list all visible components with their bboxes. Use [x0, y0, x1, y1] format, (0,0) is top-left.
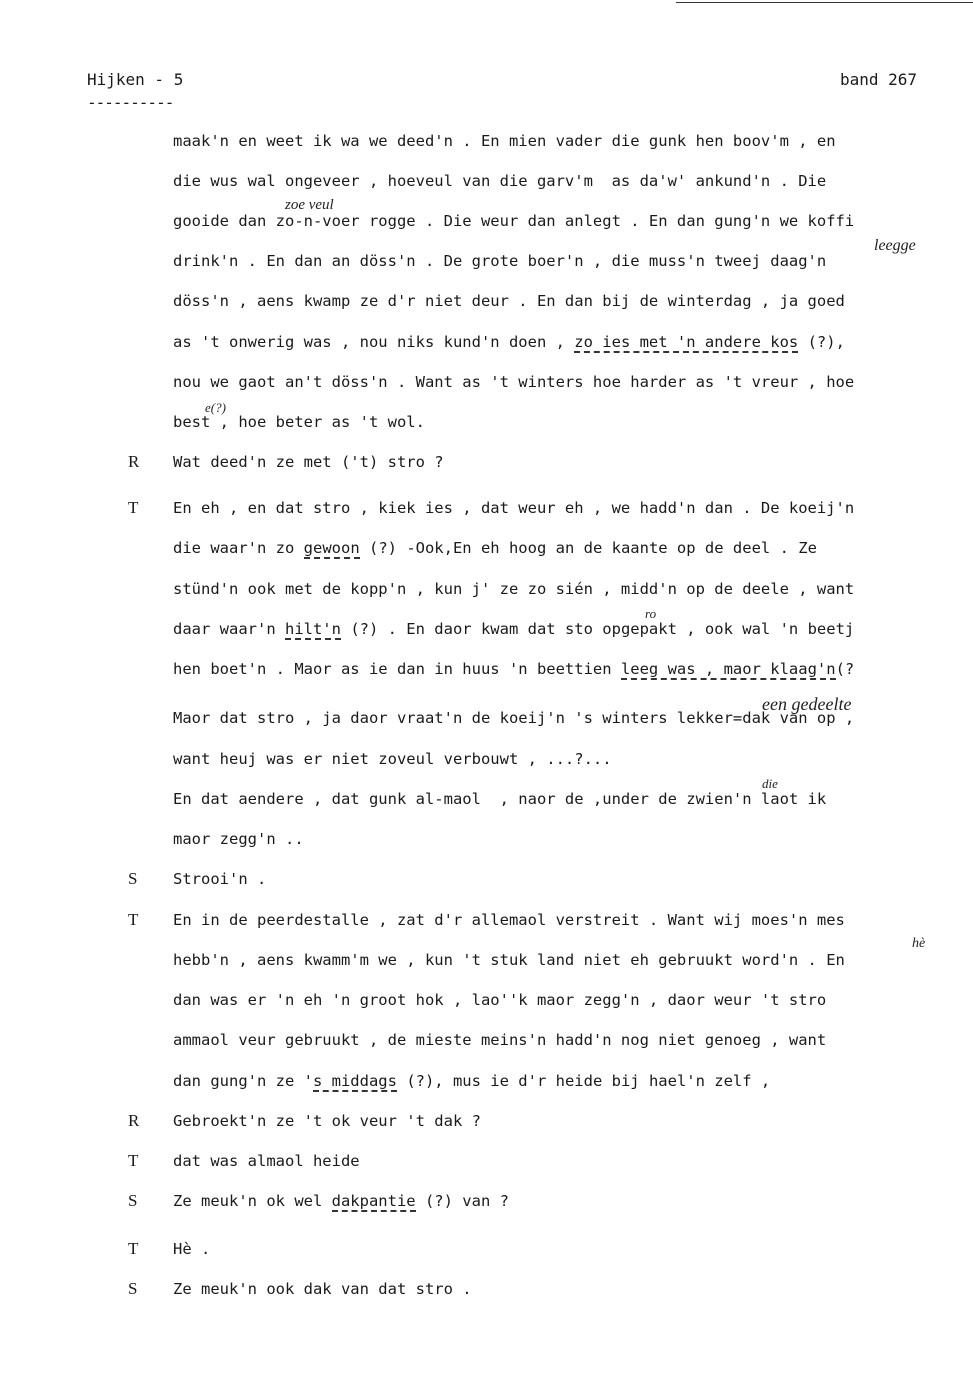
underlined-phrase: gewoon [303, 539, 360, 557]
transcript-line: nou we gaot an't döss'n . Want as 't winters hoe harder as 't vreur , hoe [173, 373, 855, 391]
transcript-line: döss'n , aens kwamp ze d'r niet deur . En dan bij de winterdag , ja goed [173, 292, 845, 310]
transcript-line [173, 620, 854, 638]
line-text: (?) . En daor kwam dat sto opgepakt , ook wal 'n beetj [340, 620, 855, 638]
line-text: as 't onwerig was , nou niks kund'n doen , [173, 333, 575, 351]
transcript-line: stünd'n ook met de kopp'n , kun j' ze zo sién , midd'n op de deele , want [173, 580, 855, 598]
handwritten-note-zoe-veul: zoe veul [285, 197, 334, 213]
speaker-label: T [128, 1239, 139, 1258]
line-text: (?), [798, 333, 845, 351]
line-text: daar waar'n [173, 620, 285, 638]
transcript-line: Hè . [173, 1240, 211, 1258]
top-rule [676, 2, 973, 3]
line-text: die waar'n zo [173, 539, 304, 557]
speaker-label: T [128, 1151, 139, 1170]
speaker-label: R [128, 452, 140, 471]
line-text: (?), mus ie d'r heide bij hael'n zelf , [396, 1072, 771, 1090]
handwritten-note-ro: ro [645, 606, 657, 621]
transcript-line: Strooi'n . [173, 870, 267, 888]
transcript-line: Ze meuk'n ook dak van dat stro . [173, 1280, 472, 1298]
transcript-line: die wus wal ongeveer , hoeveul van die garv'm as da'w' ankund'n . Die [173, 172, 827, 190]
handwritten-note-ee: e(?) [205, 400, 226, 415]
line-text: hen boet'n . Maor as ie dan in huus 'n beettien [173, 660, 621, 678]
transcript-line: En in de peerdestalle , zat d'r allemaol verstreit . Want wij moes'n mes [173, 911, 845, 929]
transcript-line: hebb'n , aens kwamm'm we , kun 't stuk land niet eh gebruukt word'n . En [173, 951, 845, 969]
transcript-line: Wat deed'n ze met ('t) stro ? [173, 453, 444, 471]
transcript-line: Gebroekt'n ze 't ok veur 't dak ? [173, 1112, 481, 1130]
handwritten-note-leegge: leegge [874, 237, 916, 254]
transcript-line: ammaol veur gebruukt , de mieste meins'n hadd'n nog niet genoeg , want [173, 1031, 827, 1049]
underlined-phrase: leeg was , maor klaag'n [620, 660, 836, 678]
handwritten-note-een-gedeelte: een gedeelte [762, 694, 852, 714]
handwritten-note-he: hè [912, 936, 926, 951]
underlined-phrase: hilt'n [284, 620, 341, 638]
transcript-line: En dat aendere , dat gunk al-maol , naor de ,under de zwien'n laot ik [173, 790, 827, 808]
underlined-phrase: s middags [312, 1072, 397, 1090]
transcript-line [173, 1072, 770, 1090]
speaker-label: T [128, 498, 139, 517]
speaker-label: R [128, 1111, 140, 1130]
transcript-line: Maor dat stro , ja daor vraat'n de koeij'n 's winters lekker=dak van op , [173, 709, 855, 727]
speaker-label: S [128, 1279, 138, 1298]
transcript-line: dat was almaol heide [173, 1152, 360, 1170]
transcript-line [173, 660, 854, 678]
speaker-label: T [128, 910, 139, 929]
transcript-line [173, 333, 845, 351]
transcript-line [173, 1192, 509, 1210]
handwritten-note-die: die [762, 776, 778, 791]
transcript-line: want heuj was er niet zoveul verbouwt , ...?... [173, 750, 612, 768]
transcript-line: gooide dan zo-n-voer rogge . Die weur dan anlegt . En dan gung'n we koffi [173, 212, 855, 230]
transcript-line [173, 539, 817, 557]
line-text: dan gung'n ze ' [173, 1072, 313, 1090]
transcript-line: maor zegg'n .. [173, 830, 304, 848]
transcript-line: drink'n . En dan an döss'n . De grote boer'n , die muss'n tweej daag'n [173, 252, 827, 270]
page-header-right: band 267 [840, 70, 918, 89]
underlined-phrase: dakpantie [331, 1192, 416, 1210]
speaker-label: S [128, 1191, 138, 1210]
line-text: (? [835, 660, 855, 678]
underlined-phrase: zo ies met 'n andere kos [574, 333, 799, 351]
line-text: (?) van ? [415, 1192, 509, 1210]
transcript-line: maak'n en weet ik wa we deed'n . En mien vader die gunk hen boov'm , en [173, 132, 836, 150]
transcript-line: En eh , en dat stro , kiek ies , dat weur eh , we hadd'n dan . De koeij'n [173, 499, 855, 517]
line-text: (?) -Ook,En eh hoog an de kaante op de deel . Ze [359, 539, 817, 557]
transcript-line: best , hoe beter as 't wol. [173, 413, 425, 431]
header-rule: ---------- [87, 93, 174, 112]
speaker-label: S [128, 869, 138, 888]
transcript-line: dan was er 'n eh 'n groot hok , lao''k maor zegg'n , daor weur 't stro [173, 991, 827, 1009]
line-text: Ze meuk'n ok wel [173, 1192, 332, 1210]
page-header-left: Hijken - 5 [87, 70, 184, 89]
